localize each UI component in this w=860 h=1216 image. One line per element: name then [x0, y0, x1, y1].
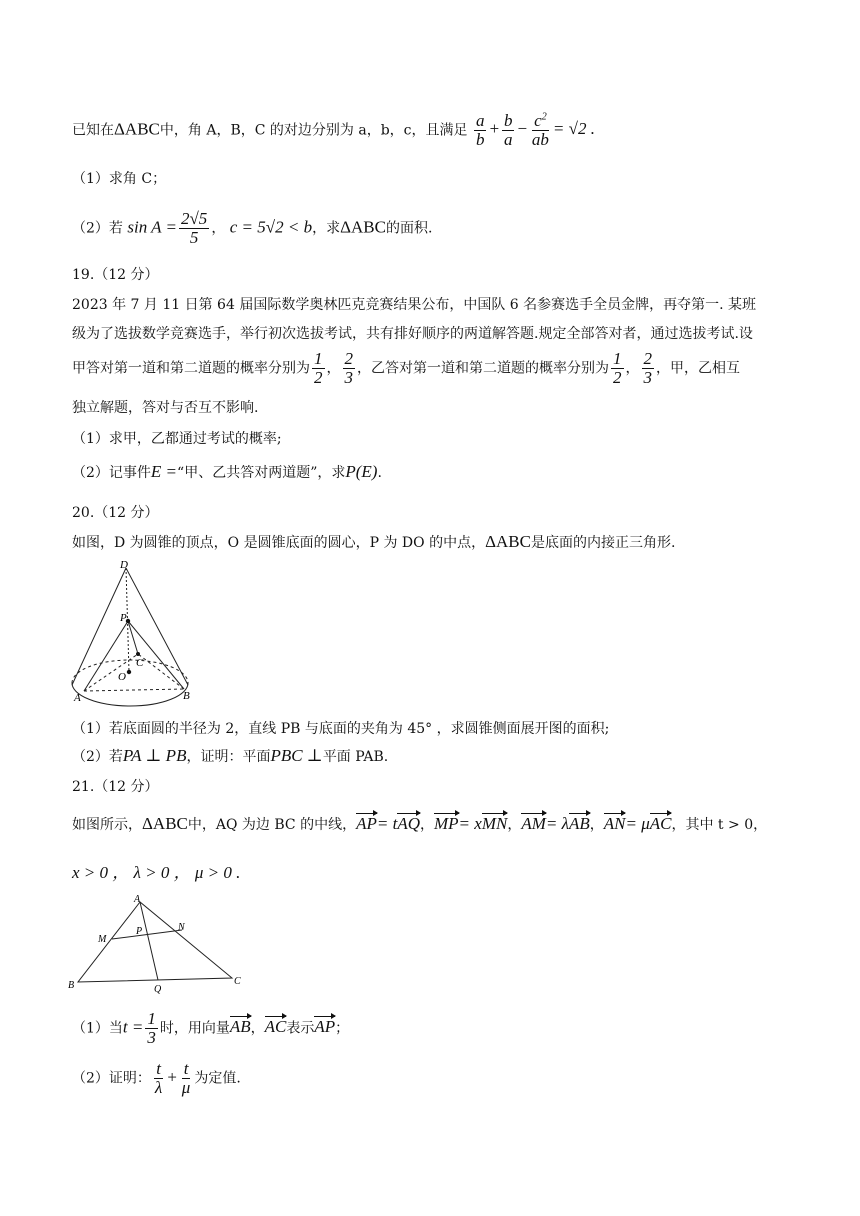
q19-line2: 级为了选拔数学竞赛选手，举行初次选拔考试，共有排好顺序的两道解答题.规定全部答对者，通过选拔考试.设	[72, 326, 753, 342]
q19-part1: （1）求甲，乙都通过考试的概率;	[72, 431, 282, 447]
sin-fraction: $\frac{2√5}{5}$	[180, 209, 208, 247]
triangle-abc: ΔABC	[114, 119, 160, 139]
q20-part1: （1）若底面圆的半径为 2，直线 PB 与底面的夹角为 45° ，求圆锥侧面展开图的面积;	[72, 721, 610, 737]
q21-heading: 21.（12 分）	[72, 779, 159, 795]
q19-line4: 独立解题，答对与否互不影响.	[72, 400, 259, 416]
condition-formula: $\frac{a}{b}$ + $\frac{b}{a}$ − $\frac{c^2}{ab}$ = √2 .	[475, 111, 595, 149]
q21-line1: 如图所示，ΔABC中，AQ 为边 BC 的中线，AP= tAQ，MP= xMN，AM= λAB，AN= μAC，其中 t > 0，	[72, 814, 768, 833]
label-c: C	[234, 976, 241, 987]
label-o: O	[118, 671, 126, 683]
label-m: M	[98, 934, 107, 945]
q18-part2: （2）若 sin A = $\frac{2√5}{5}$ ， c = 5√2 < b，求ΔABC的面积.	[72, 209, 433, 247]
label-p: P	[136, 926, 143, 937]
q19-line1: 2023 年 7 月 11 日第 64 届国际数学奥林匹克竞赛结果公布，中国队 6 名参赛选手全员金牌，再夺第一. 某班	[72, 297, 757, 313]
label-a: A	[74, 692, 81, 704]
q18-part1: （1）求角 C；	[72, 171, 167, 187]
label-b: B	[183, 690, 190, 702]
label-q: Q	[154, 984, 162, 994]
q21-part1: （1）当t = $\frac{1}{3}$ 时，用向量AB，AC表示AP；	[72, 1009, 350, 1047]
q20-part2: （2）若PA ⊥ PB，证明：平面PBC ⊥平面 PAB.	[72, 746, 389, 765]
label-b: B	[68, 980, 75, 991]
q19-line3: 甲答对第一道和第二道题的概率分别为 $\frac{1}{2}$ ， $\frac{2}{3}$ ，乙答对第一道和第二道题的概率分别为 $\frac{1}{2}$ ， $\frac{2}{3}$ ，甲，乙相互	[72, 349, 740, 387]
label-a: A	[134, 894, 141, 905]
q19-part2: （2）记事件E =“甲、乙共答对两道题”，求P(E).	[72, 462, 382, 481]
q20-heading: 20.（12 分）	[72, 505, 159, 521]
q20-line1: 如图，D 为圆锥的顶点，O 是圆锥底面的圆心，P 为 DO 的中点，ΔABC是底面的内接正三角形.	[72, 532, 676, 551]
triangle-figure	[64, 894, 254, 994]
label-c: C	[136, 657, 144, 669]
label-p: P	[120, 612, 127, 624]
label-n: N	[178, 922, 185, 933]
q21-part2: （2）证明： $\frac{t}{\lambda}$ + $\frac{t}{\mu}$ 为定值.	[72, 1059, 241, 1097]
q19-heading: 19.（12 分）	[72, 267, 159, 283]
label-d: D	[120, 559, 128, 571]
q18-intro: 已知在ΔABC中，角 A，B，C 的对边分别为 a，b，c，且满足 $\frac{a}{b}$ + $\frac{b}{a}$ − $\frac{c^2}{ab}$ = √2 .	[72, 111, 595, 149]
cone-figure	[66, 558, 206, 708]
q21-line2: x > 0 ， λ > 0 ， μ > 0 .	[72, 863, 241, 882]
